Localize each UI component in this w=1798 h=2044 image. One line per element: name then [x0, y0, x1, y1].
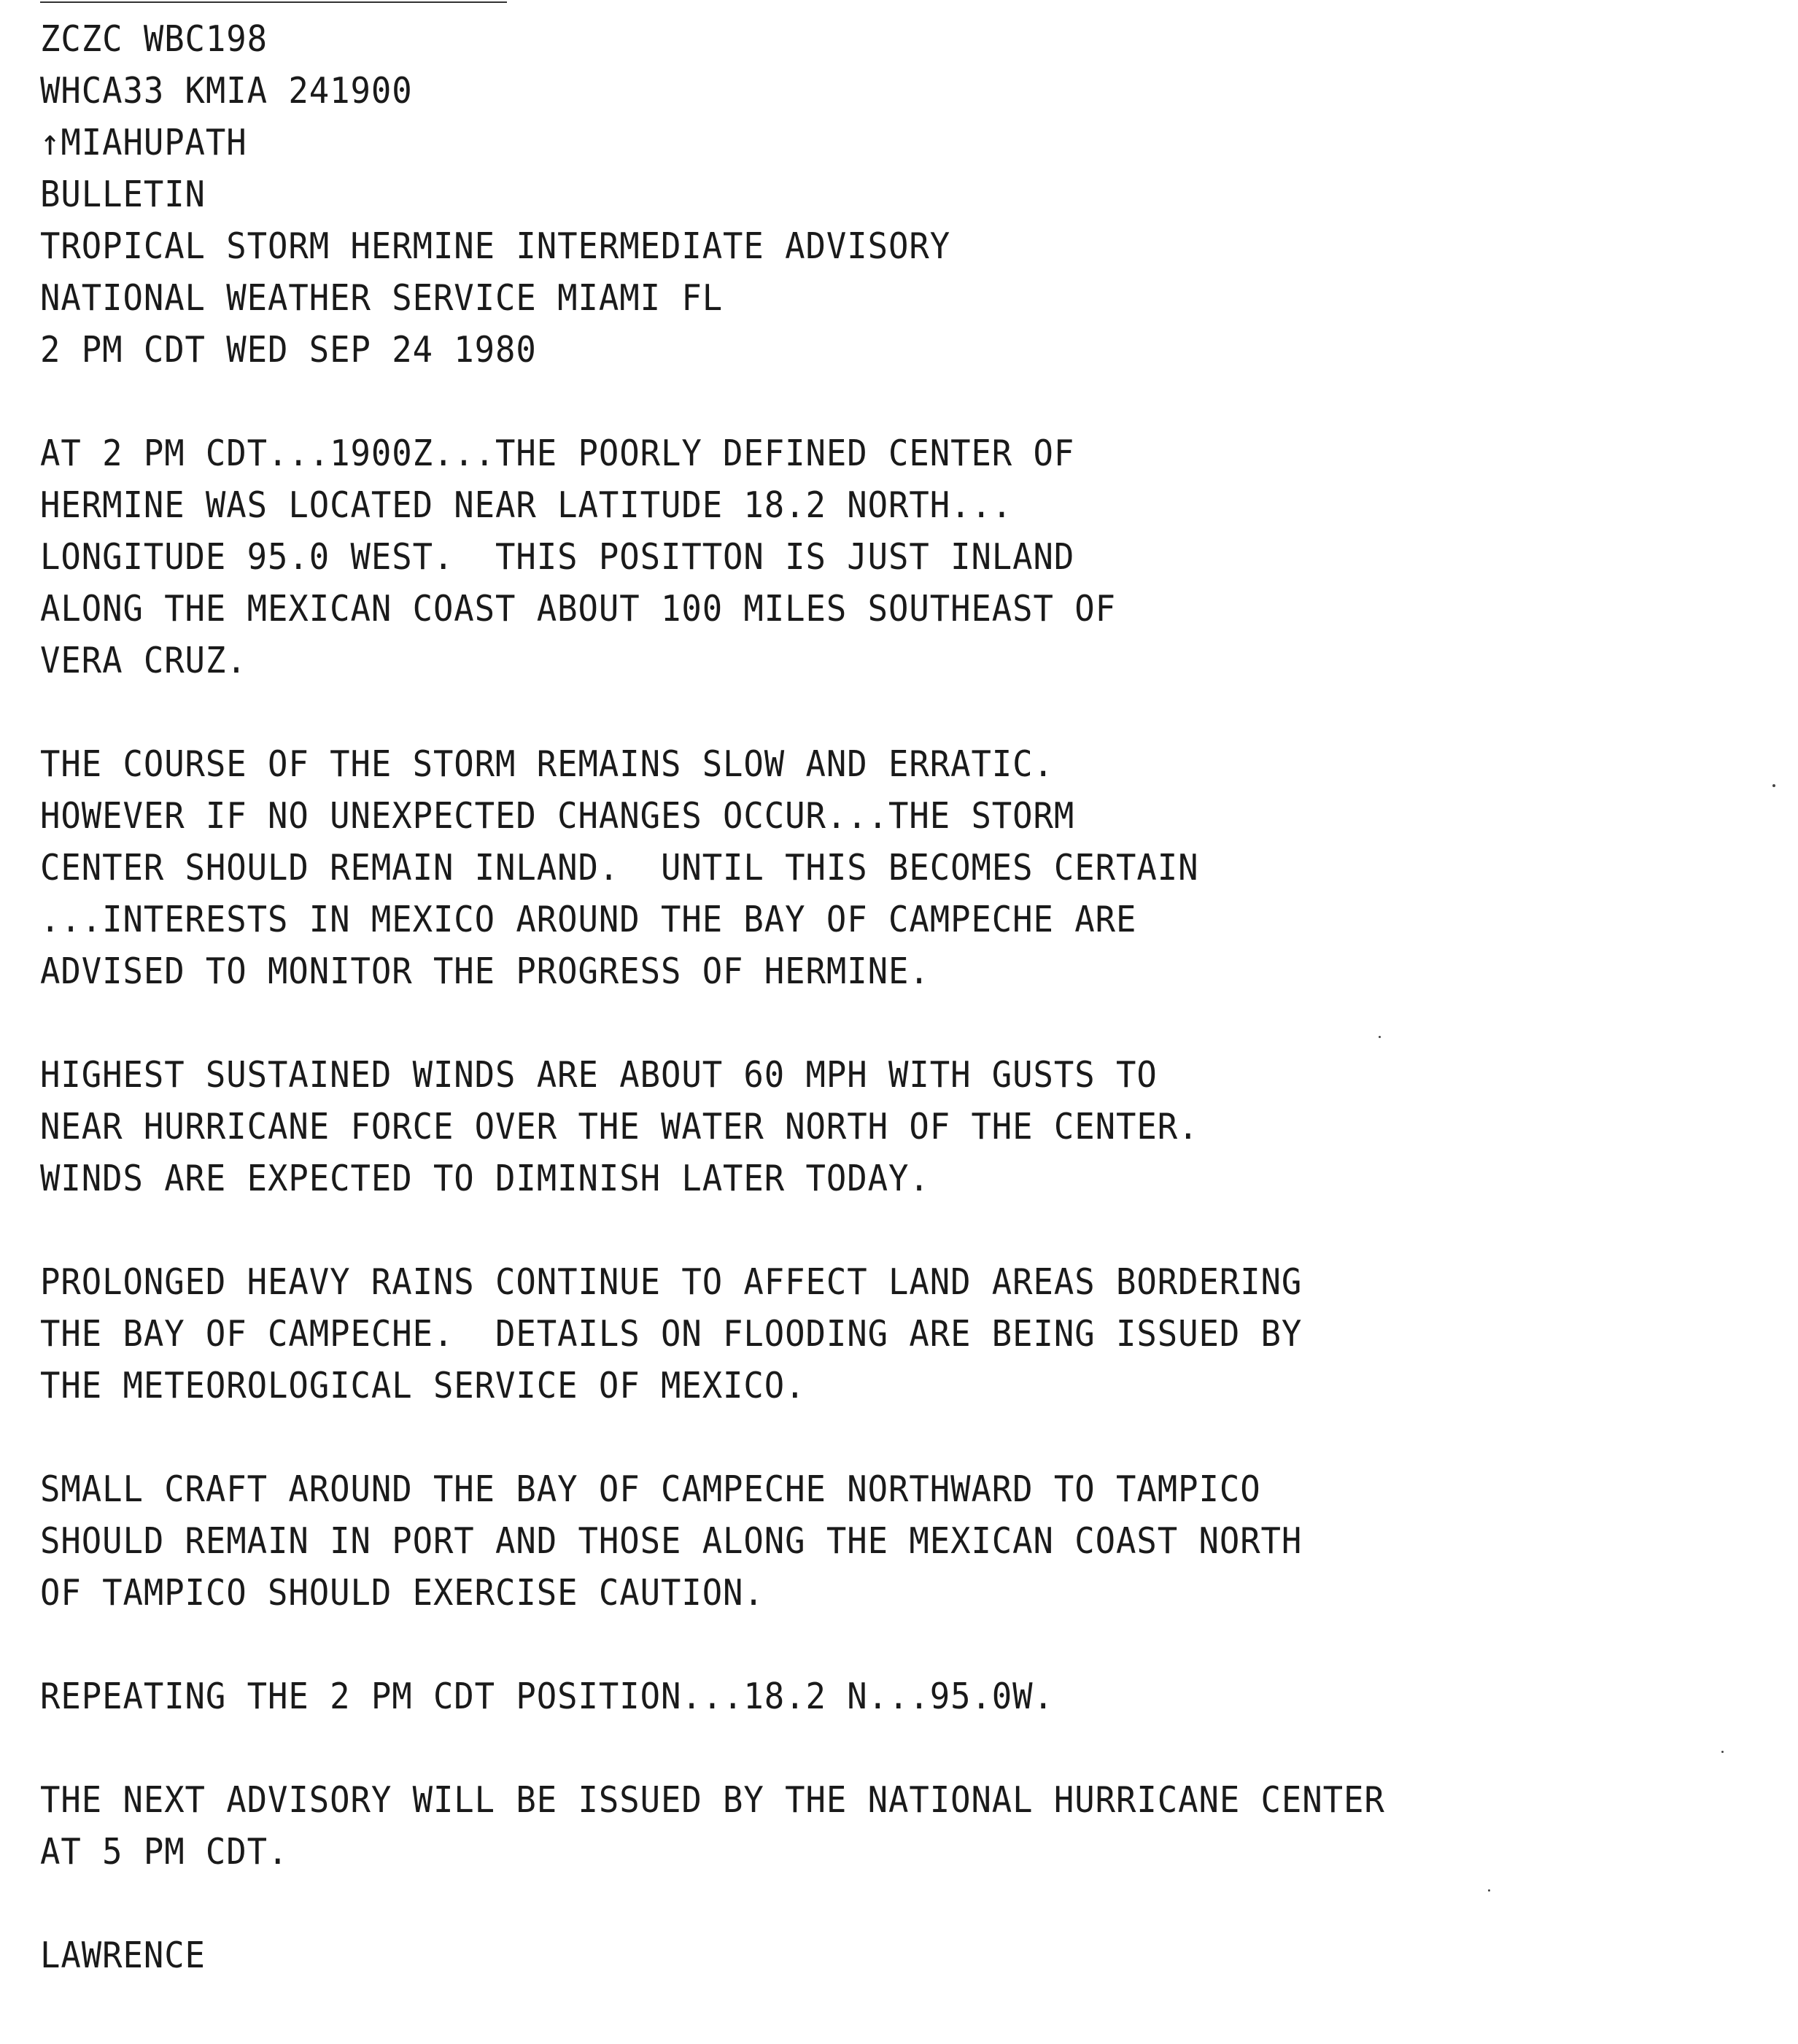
scan-speck [1721, 1751, 1724, 1753]
paragraph-line: SMALL CRAFT AROUND THE BAY OF CAMPECHE NORTHWARD TO TAMPICO [40, 1468, 1261, 1510]
paragraph-line: AT 2 PM CDT...1900Z...THE POORLY DEFINED CENTER OF [40, 433, 1075, 474]
paragraph-line: ALONG THE MEXICAN COAST ABOUT 100 MILES SOUTHEAST OF [40, 588, 1117, 630]
bulletin-header [40, 13, 1532, 376]
issue-time: 2 PM CDT WED SEP 24 1980 [40, 329, 537, 371]
paragraph-line: OF TAMPICO SHOULD EXERCISE CAUTION. [40, 1572, 764, 1614]
advisory-title: TROPICAL STORM HERMINE INTERMEDIATE ADVISORY [40, 225, 951, 267]
header-line: WHCA33 KMIA 241900 [40, 70, 413, 112]
header-line: ZCZC WBC198 [40, 18, 268, 60]
paragraph-line: SHOULD REMAIN IN PORT AND THOSE ALONG THE MEXICAN COAST NORTH [40, 1520, 1303, 1562]
bulletin-text [40, 13, 1532, 1981]
paragraph-line: PROLONGED HEAVY RAINS CONTINUE TO AFFECT LAND AREAS BORDERING [40, 1261, 1303, 1303]
paragraph-line: CENTER SHOULD REMAIN INLAND. UNTIL THIS BECOMES CERTAIN [40, 847, 1199, 889]
paragraph-line: ...INTERESTS IN MEXICO AROUND THE BAY OF CAMPECHE ARE [40, 899, 1137, 940]
paragraph-repeat-position [40, 1671, 1532, 1722]
paragraph-small-craft [40, 1463, 1532, 1619]
paragraph-line: THE METEOROLOGICAL SERVICE OF MEXICO. [40, 1365, 806, 1406]
paragraph-winds [40, 1049, 1532, 1204]
paragraph-next-advisory [40, 1774, 1532, 1878]
paragraph-line: NEAR HURRICANE FORCE OVER THE WATER NORTH OF THE CENTER. [40, 1106, 1199, 1147]
paragraph-line: THE COURSE OF THE STORM REMAINS SLOW AND ERRATIC. [40, 743, 1054, 785]
paragraph-line: REPEATING THE 2 PM CDT POSITION...18.2 N...95.0W. [40, 1676, 1054, 1717]
signature-block [40, 1929, 1532, 1981]
scan-speck [1772, 784, 1775, 787]
header-line: BULLETIN [40, 174, 206, 215]
paragraph-line: LONGITUDE 95.0 WEST. THIS POSITTON IS JUST INLAND [40, 536, 1075, 578]
paragraph-position [40, 427, 1532, 686]
paragraph-line: ADVISED TO MONITOR THE PROGRESS OF HERMINE. [40, 951, 930, 992]
paragraph-line: HOWEVER IF NO UNEXPECTED CHANGES OCCUR...THE STORM [40, 795, 1075, 837]
paragraph-line: HERMINE WAS LOCATED NEAR LATITUDE 18.2 NORTH... [40, 484, 1013, 526]
paragraph-line: WINDS ARE EXPECTED TO DIMINISH LATER TODAY. [40, 1158, 930, 1199]
paragraph-rains [40, 1256, 1532, 1412]
paragraph-line: HIGHEST SUSTAINED WINDS ARE ABOUT 60 MPH WITH GUSTS TO [40, 1054, 1158, 1096]
paragraph-line: VERA CRUZ. [40, 640, 247, 681]
paragraph-course [40, 738, 1532, 997]
issuing-office: NATIONAL WEATHER SERVICE MIAMI FL [40, 277, 724, 319]
paragraph-line: THE BAY OF CAMPECHE. DETAILS ON FLOODING ARE BEING ISSUED BY [40, 1313, 1303, 1355]
header-line: ↑MIAHUPATH [40, 122, 247, 163]
top-rule [40, 1, 507, 3]
paragraph-line: THE NEXT ADVISORY WILL BE ISSUED BY THE NATIONAL HURRICANE CENTER [40, 1779, 1385, 1821]
paragraph-line: AT 5 PM CDT. [40, 1831, 289, 1873]
signature: LAWRENCE [40, 1935, 206, 1976]
